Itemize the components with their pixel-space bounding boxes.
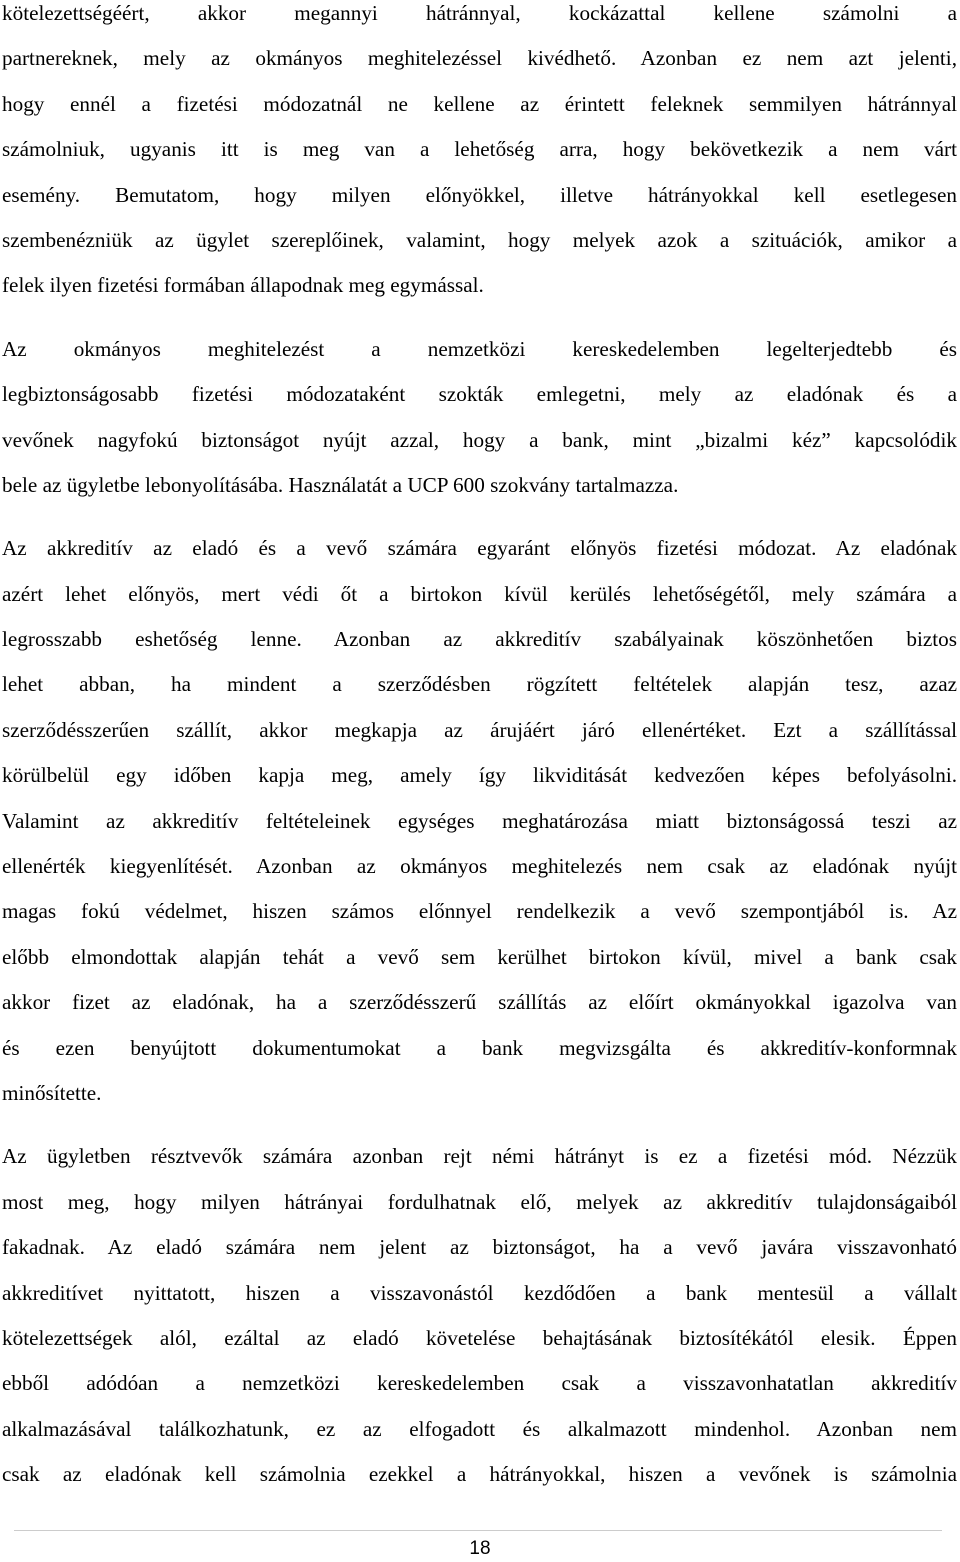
text-line: Valamint az akkreditív feltételeinek egységes meghatározása miatt biztonságossá teszi az [2,808,957,833]
page-number: 18 [469,1538,491,1559]
text-line: hogy ennél a fizetési módozatnál ne kellene az érintett feleknek semmilyen hátránnyal [2,91,957,116]
paragraph-1 [0,0,960,309]
paragraph-4 [0,1134,960,1497]
text-line: most meg, hogy milyen hátrányai fordulhatnak elő, melyek az akkreditív tulajdonságaiból [2,1189,957,1214]
paragraph-3 [0,526,960,1116]
footer-divider [14,1530,942,1531]
text-line: minősítette. [2,1080,102,1105]
text-line: vevőnek nagyfokú biztonságot nyújt azzal, hogy a bank, mint „bizalmi kéz” kapcsolódik [2,427,957,452]
text-line: körülbelül egy időben kapja meg, amely így likviditását kedvezően képes befolyásolni. [2,763,957,788]
text-line: akkor fizet az eladónak, ha a szerződésszerű szállítás az előírt okmányokkal igazolva van [2,990,957,1015]
text-line: ellenérték kiegyenlítését. Azonban az okmányos meghitelezés nem csak az eladónak nyújt [2,854,957,879]
text-line: felek ilyen fizetési formában állapodnak meg egymással. [2,273,484,298]
text-line: szembenézniük az ügylet szereplőinek, valamint, hogy melyek azok a szituációk, amikor a [2,227,957,252]
text-line: Az ügyletben résztvevők számára azonban rejt némi hátrányt is ez a fizetési mód. Nézzük [2,1144,957,1169]
text-line: Az okmányos meghitelezést a nemzetközi kereskedelemben legelterjedtebb és [2,336,957,361]
text-line: lehet abban, ha mindent a szerződésben rögzített feltételek alapján tesz, azaz [2,672,957,697]
text-line: ebből adódóan a nemzetközi kereskedelemben csak a visszavonhatatlan akkreditív [2,1371,957,1396]
text-line: kötelezettségek alól, ezáltal az eladó követelése behajtásának biztosítékától elesik. Éppen [2,1325,957,1350]
text-line: esemény. Bemutatom, hogy milyen előnyökkel, illetve hátrányokkal kell esetlegesen [2,182,957,207]
text-line: számolniuk, ugyanis itt is meg van a lehetőség arra, hogy bekövetkezik a nem várt [2,137,957,162]
text-line: magas fokú védelmet, hiszen számos előnnyel rendelkezik a vevő szempontjából is. Az [2,899,957,924]
text-line: alkalmazásával találkozhatunk, ez az elfogadott és alkalmazott mindenhol. Azonban nem [2,1416,957,1441]
paragraph-gap [0,309,960,327]
text-line: fakadnak. Az eladó számára nem jelent az biztonságot, ha a vevő javára visszavonható [2,1235,957,1260]
paragraph-2 [0,327,960,509]
text-line: partnereknek, mely az okmányos meghitelezéssel kivédhető. Azonban ez nem azt jelenti, [2,46,957,71]
text-line: csak az eladónak kell számolnia ezekkel a hátrányokkal, hiszen a vevőnek is számolnia [2,1462,957,1487]
text-line: bele az ügyletbe lebonyolításába. Használatát a UCP 600 szokvány tartalmazza. [2,472,679,497]
text-line: Az akkreditív az eladó és a vevő számára egyaránt előnyös fizetési módozat. Az eladónak [2,536,957,561]
text-line: legrosszabb eshetőség lenne. Azonban az akkreditív szabályainak köszönhetően biztos [2,627,957,652]
text-line: előbb elmondottak alapján tehát a vevő sem kerülhet birtokon kívül, mivel a bank csak [2,944,957,969]
text-line: legbiztonságosabb fizetési módozataként szokták emlegetni, mely az eladónak és a [2,382,957,407]
text-line: és ezen benyújtott dokumentumokat a bank megvizsgálta és akkreditív-konformnak [2,1035,957,1060]
text-line: kötelezettségéért, akkor megannyi hátránnyal, kockázattal kellene számolni a [2,1,957,25]
paragraph-gap [0,1116,960,1134]
paragraph-gap [0,508,960,526]
text-line: akkreditívet nyittatott, hiszen a visszavonástól kezdődően a bank mentesül a vállalt [2,1280,957,1305]
text-line: szerződésszerűen szállít, akkor megkapja az árujáért járó ellenértéket. Ezt a szállítással [2,717,957,742]
text-line: azért lehet előnyös, mert védi őt a birtokon kívül kerülés lehetőségétől, mely számára a [2,581,957,606]
